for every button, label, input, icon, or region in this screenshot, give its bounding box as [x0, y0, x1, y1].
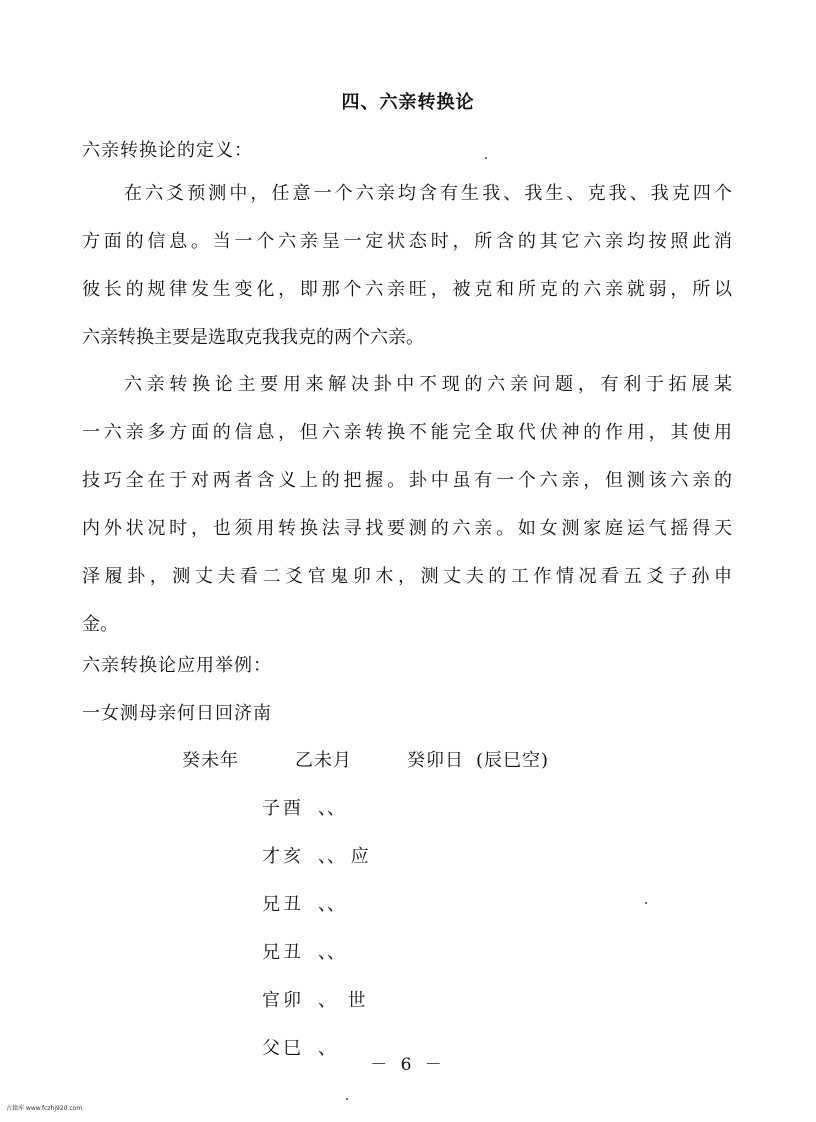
ganzhi-kong: (辰巳空) [476, 750, 550, 771]
paragraph-line: 在六爻预测中，任意一个六亲均含有生我、我生、克我、我克四个 [124, 183, 732, 204]
paragraph-line: 六亲转换论主要用来解决卦中不现的六亲问题，有利于拓展某 [124, 374, 732, 395]
yao-tag: 应 [350, 846, 369, 867]
yao-marks: 、、 [318, 846, 345, 867]
scan-speck [346, 1098, 348, 1100]
paragraph-line: 技巧全在于对两者含义上的把握。卦中虽有一个六亲，但测该六亲的 [82, 470, 732, 491]
ganzhi-year: 癸未年 [182, 750, 239, 771]
yao-tag: 世 [347, 990, 366, 1011]
yao-name: 官卯 [262, 990, 304, 1011]
definition-heading: 六亲转换论的定义： [82, 140, 253, 161]
yao-marks: 、、 [318, 798, 345, 819]
definition-paragraph [82, 170, 732, 362]
case-title: 一女测母亲何日回济南 [82, 703, 272, 724]
paragraph-line: 一六亲多方面的信息，但六亲转换不能完全取代伏神的作用，其使用 [82, 422, 732, 443]
scan-speck [485, 157, 487, 159]
example-heading: 六亲转换论应用举例： [82, 655, 272, 676]
ganzhi-month: 乙未月 [295, 750, 352, 771]
scan-speck [645, 902, 647, 904]
yao-name: 子酉 [262, 798, 304, 819]
paragraph-line: 方面的信息。当一个六亲呈一定状态时，所含的其它六亲均按照此消 [82, 231, 732, 252]
paragraph-line: 金。 [82, 614, 118, 635]
yao-line [262, 938, 351, 964]
yao-line [262, 842, 369, 868]
paragraph-line: 彼长的规律发生变化，即那个六亲旺，被克和所克的六亲就弱，所以 [82, 279, 732, 300]
yao-line [262, 794, 351, 820]
page-title: 四、六亲转换论 [341, 92, 475, 113]
yao-marks: 、 [318, 1038, 336, 1059]
paragraph-line: 六亲转换主要是选取克我我克的两个六亲。 [82, 327, 424, 348]
yao-marks: 、、 [318, 942, 345, 963]
yao-name: 才亥 [262, 846, 304, 867]
paragraph-line: 泽履卦，测丈夫看二爻官鬼卯木，测丈夫的工作情况看五爻子孙申 [82, 566, 732, 587]
yao-marks: 、 [318, 990, 336, 1011]
yao-line [262, 986, 365, 1012]
yao-name: 兄丑 [262, 894, 304, 915]
ganzhi-row [182, 746, 549, 772]
explanation-paragraph [82, 361, 732, 649]
yao-line [262, 890, 351, 916]
page-number: － 6 － [370, 1055, 446, 1075]
paragraph-line: 内外状况时，也须用转换法寻找要测的六亲。如女测家庭运气摇得天 [82, 518, 732, 539]
yao-name: 兄丑 [262, 942, 304, 963]
yao-marks: 、、 [318, 894, 345, 915]
footer-watermark: 古籍库 www.fczhj920.com [6, 1105, 83, 1112]
ganzhi-day: 癸卯日 [407, 750, 464, 771]
yao-name: 父巳 [262, 1038, 304, 1059]
